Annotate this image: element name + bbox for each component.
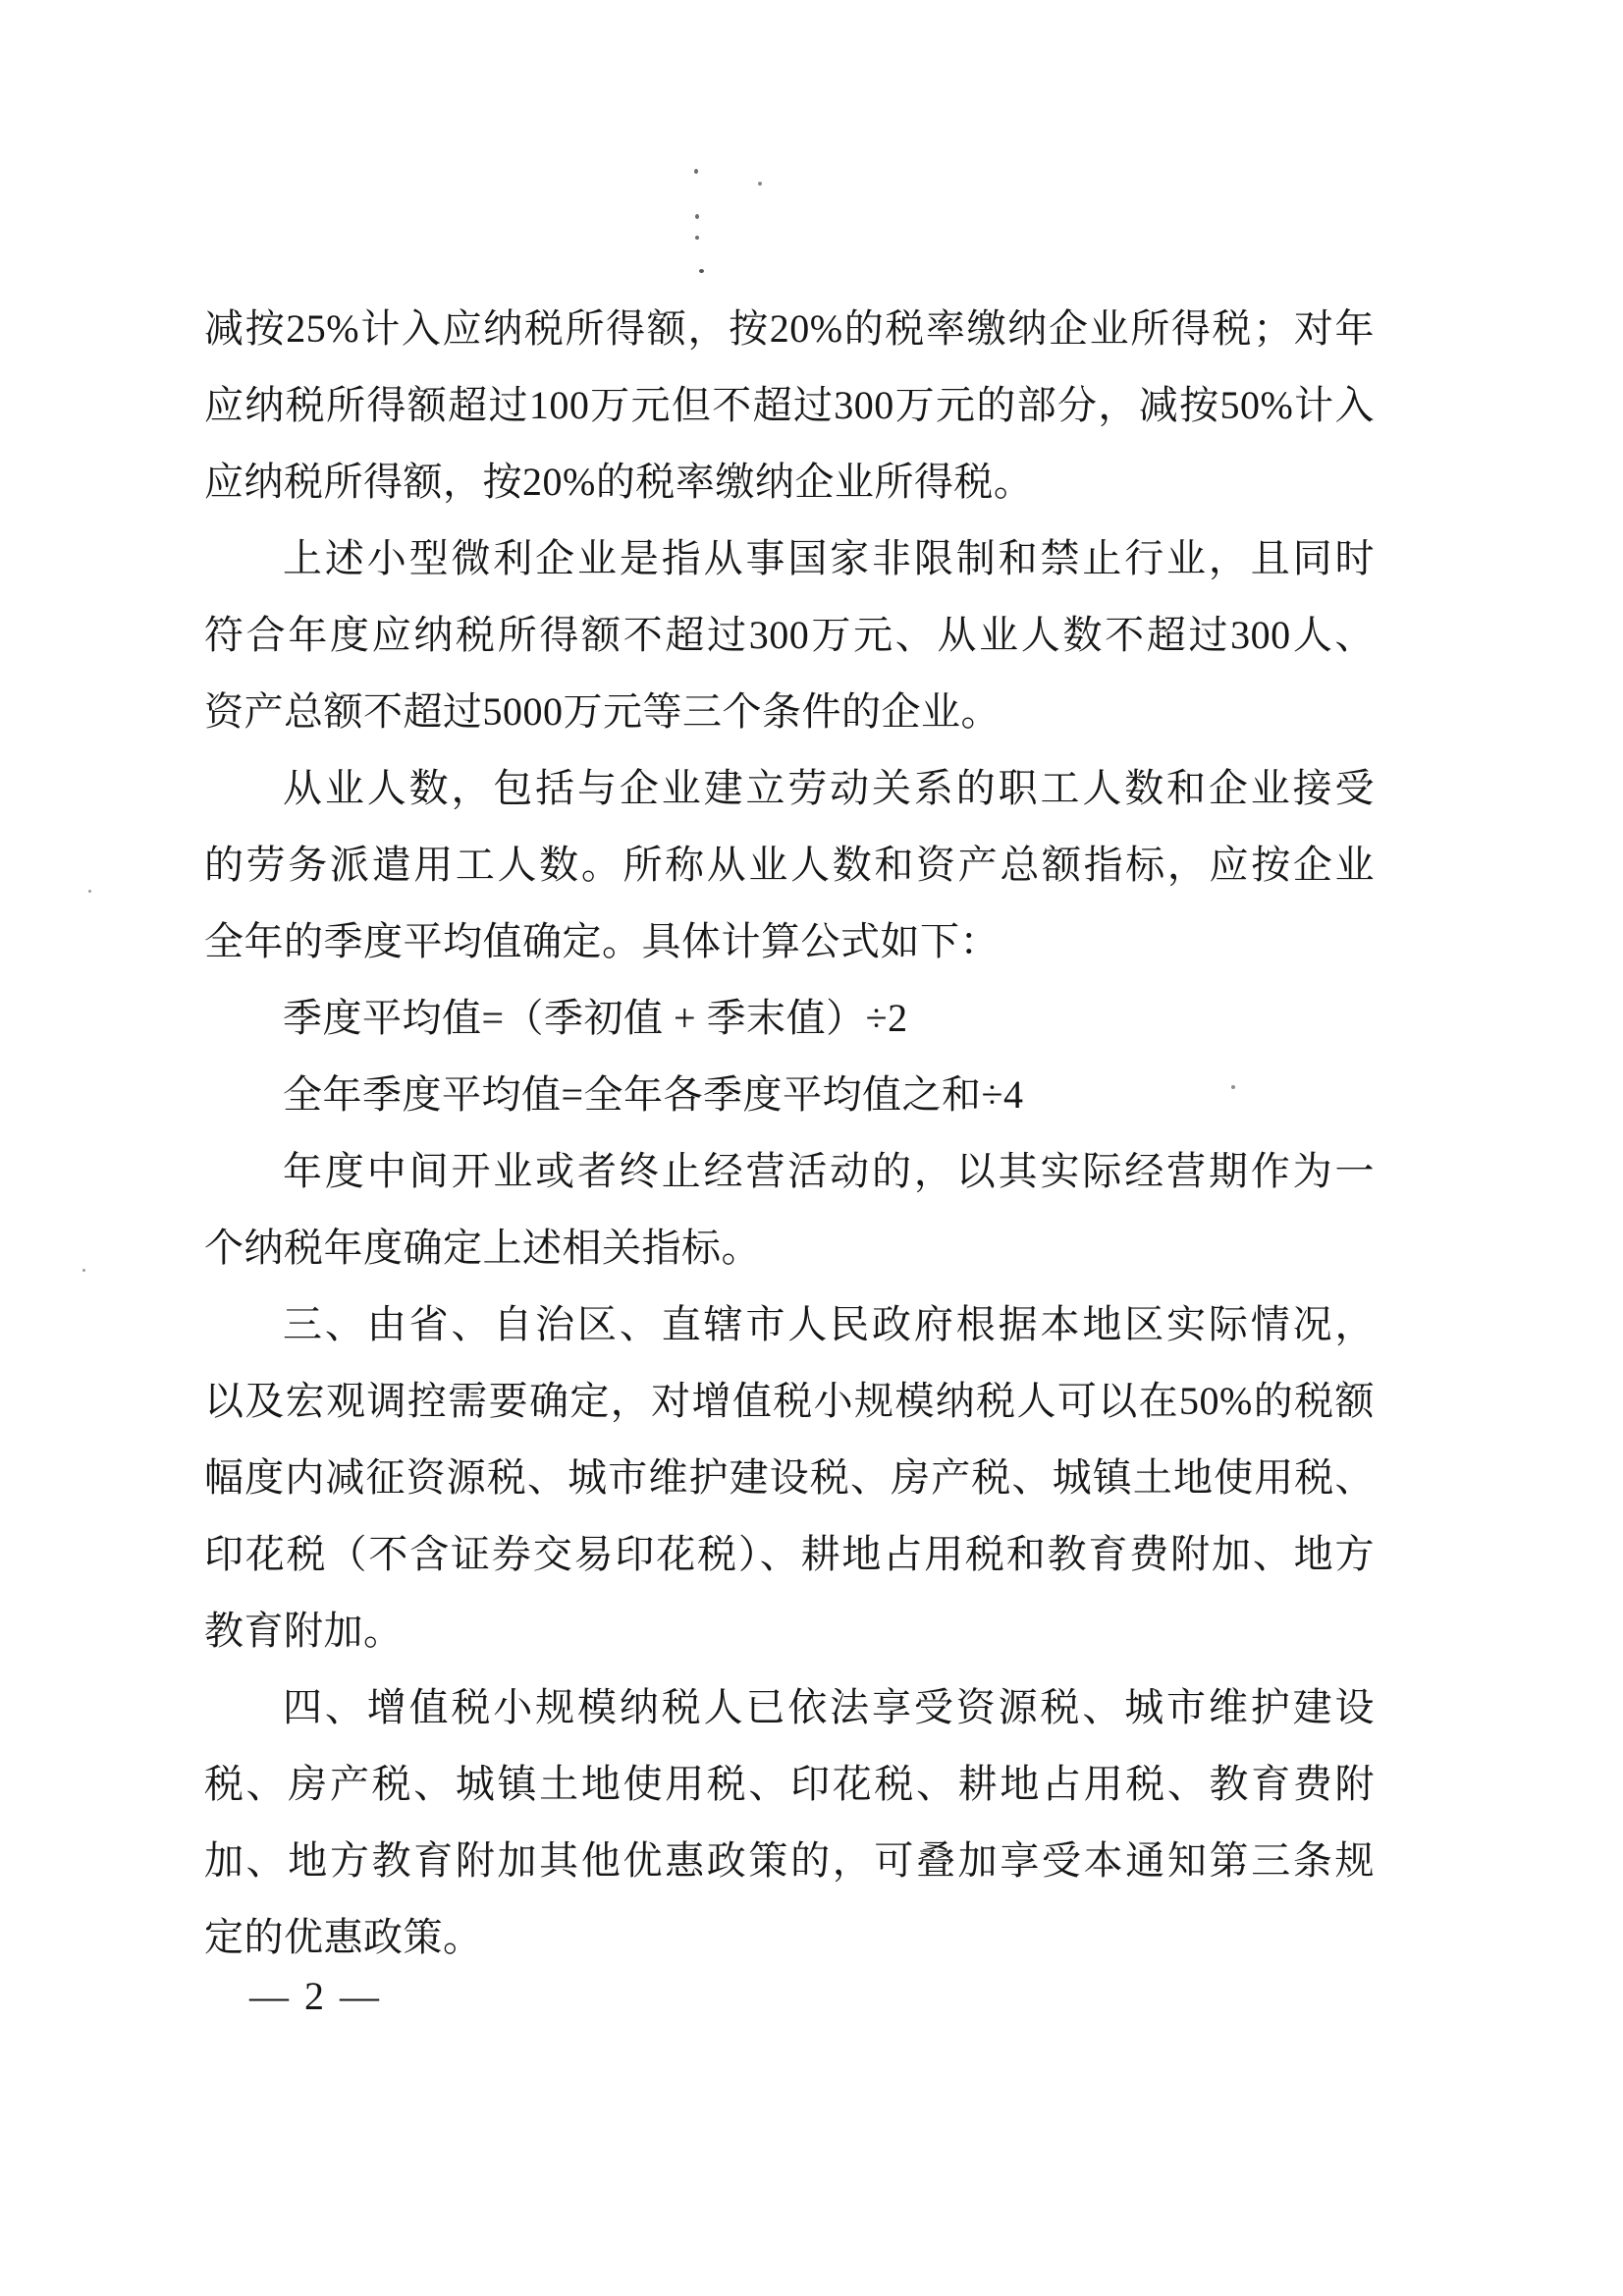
text-line: 从业人数，包括与企业建立劳动关系的职工人数和企业接受 [283, 766, 1375, 810]
text-line: 上述小型微利企业是指从事国家非限制和禁止行业，且同时 [283, 536, 1375, 580]
text-line: 年度中间开业或者终止经营活动的，以其实际经营期作为一 [283, 1149, 1375, 1193]
scan-speck [1231, 1085, 1235, 1089]
scan-speck [695, 236, 699, 240]
page-number: — 2 — [249, 1974, 382, 2018]
text-line: 符合年度应纳税所得额不超过300万元、从业人数不超过300人、 [204, 613, 1375, 657]
text-line: 全年的季度平均值确定。具体计算公式如下： [204, 919, 1000, 963]
text-line: 教育附加。 [204, 1609, 404, 1653]
text-line: 三、由省、自治区、直辖市人民政府根据本地区实际情况， [283, 1302, 1375, 1346]
text-line: 税、房产税、城镇土地使用税、印花税、耕地占用税、教育费附 [204, 1762, 1375, 1806]
scan-speck [694, 169, 698, 174]
text-line: 加、地方教育附加其他优惠政策的，可叠加享受本通知第三条规 [204, 1838, 1375, 1883]
text-line: 季度平均值=（季初值 + 季末值）÷2 [283, 996, 908, 1040]
text-line: 定的优惠政策。 [204, 1915, 483, 1959]
text-line: 减按25%计入应纳税所得额，按20%的税率缴纳企业所得税；对年 [204, 306, 1375, 351]
text-line: 个纳税年度确定上述相关指标。 [204, 1226, 761, 1270]
scan-speck [758, 182, 762, 186]
scan-speck [695, 214, 699, 219]
text-line: 应纳税所得额，按20%的税率缴纳企业所得税。 [204, 460, 1034, 504]
text-line: 印花税（不含证券交易印花税）、耕地占用税和教育费附加、地方 [204, 1532, 1375, 1576]
text-line: 全年季度平均值=全年各季度平均值之和÷4 [283, 1072, 1024, 1117]
text-line: 资产总额不超过5000万元等三个条件的企业。 [204, 689, 1001, 734]
text-line: 四、增值税小规模纳税人已依法享受资源税、城市维护建设 [283, 1685, 1375, 1729]
document-body [204, 291, 1375, 1976]
text-line: 应纳税所得额超过100万元但不超过300万元的部分，减按50%计入 [204, 383, 1375, 427]
scan-speck [699, 269, 704, 273]
scan-speck [88, 890, 91, 893]
text-line: 以及宏观调控需要确定，对增值税小规模纳税人可以在50%的税额 [204, 1379, 1375, 1423]
text-line: 幅度内减征资源税、城市维护建设税、房产税、城镇土地使用税、 [204, 1455, 1375, 1500]
text-line: 的劳务派遣用工人数。所称从业人数和资产总额指标，应按企业 [204, 843, 1375, 887]
scan-speck [82, 1269, 85, 1272]
